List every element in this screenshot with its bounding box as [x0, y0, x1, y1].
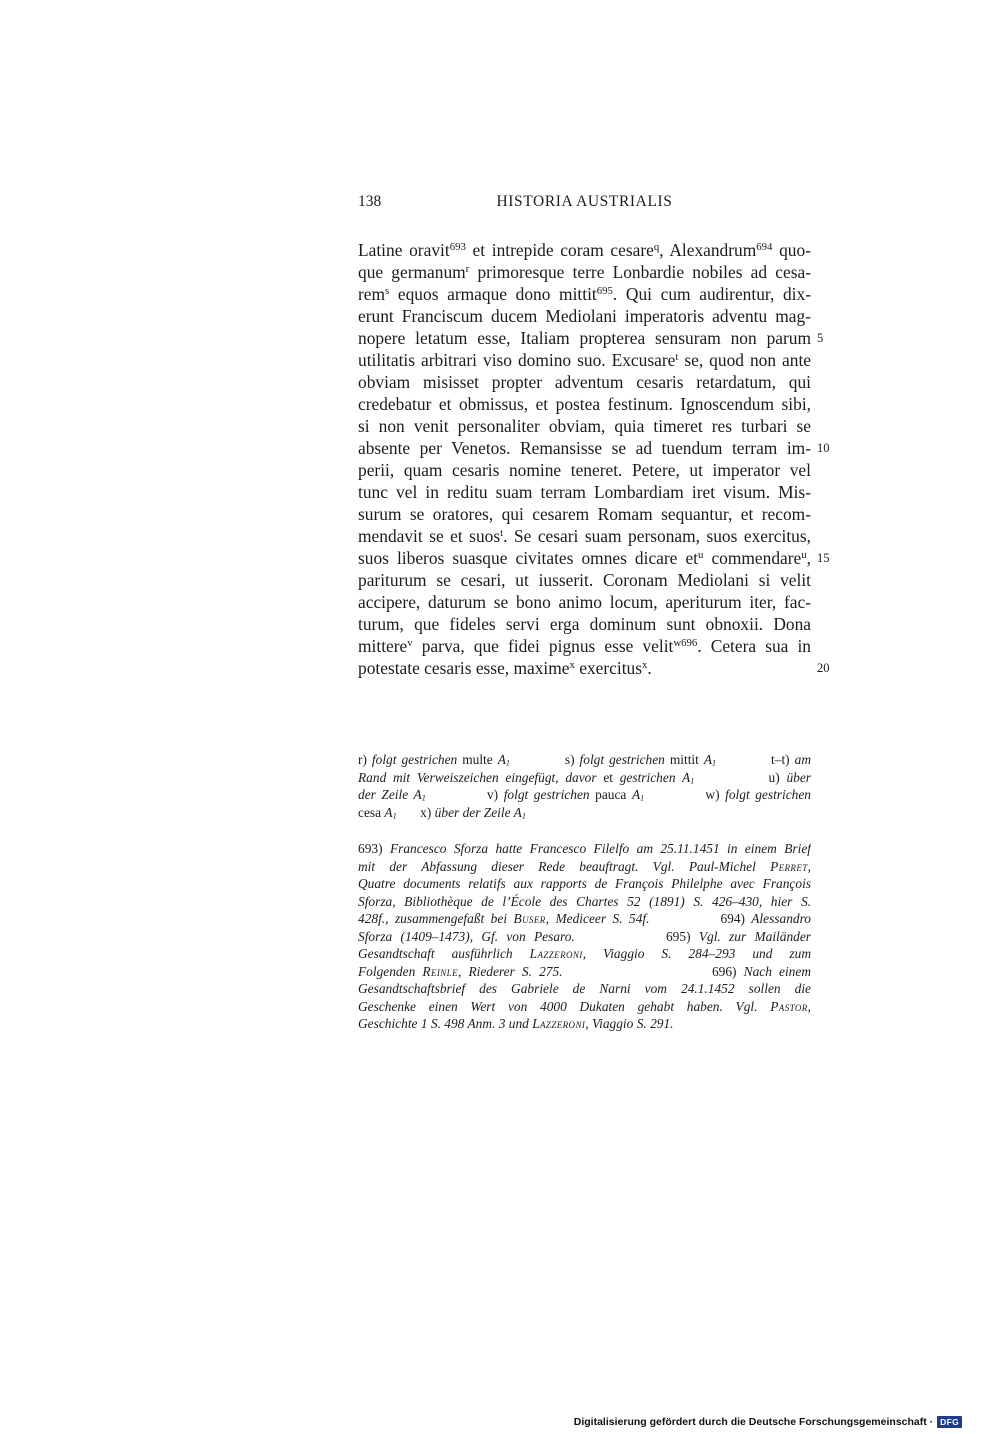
commentary-notes [358, 840, 811, 1033]
text-line: Latine oravit$^{693}$ et intrepide coram cesare$^q$, Alexandrum$^{694}$ quo- [358, 240, 811, 260]
text-line: suos liberos suasque civitates omnes dicare $et^u$ commendare$^u$, [358, 548, 811, 568]
text-line: absente per Venetos. Remansisse se ad tuendum terram im- [358, 438, 811, 458]
running-title: HISTORIA AUSTRIALIS [496, 193, 673, 210]
text-line: surum se oratores, qui cesarem Romam sequantur, et recom- [358, 504, 811, 524]
text-line: rem$^s$ equos armaque dono mittit$^{695}$. Qui cum audirentur, dix- [358, 284, 811, 304]
commentary-line: Geschichte 1 S. 498 Anm. 3 und Lazzeroni, Viaggio S. 291. [358, 1016, 674, 1031]
line-number: 5 [817, 331, 824, 345]
running-header [358, 193, 811, 215]
apparatus-line: der Zeile $A_1$ v) folgt gestrichen pauca $A_1$ w) folgt gestrichen [358, 787, 811, 803]
line-number: 20 [817, 661, 830, 675]
line-number: 15 [817, 551, 830, 565]
text-line: que germanum$^r$ primoresque terre Lonbardie nobiles ad cesa- [358, 262, 811, 282]
commentary-line: 693) Francesco Sforza hatte Francesco Filelfo am 25.11.1451 in einem Brief [358, 841, 811, 856]
line-number: 10 [817, 441, 830, 455]
critical-apparatus [358, 751, 811, 821]
text-line: erunt Franciscum ducem Mediolani imperatoris adventu mag- [358, 306, 811, 326]
text-line: tunc vel in reditu suam terram Lombardiam iret visum. Mis- [358, 482, 811, 502]
commentary-line: Sforza, Bibliothèque de l’École des Chartes 52 (1891) S. 426–430, hier S. [358, 893, 811, 909]
apparatus-line: r) folgt gestrichen multe $A_1$ s) folgt gestrichen mittit $A_1$ t–t) am [358, 752, 811, 768]
commentary-line: mit der Abfassung dieser Rede beauftragt. Vgl. Paul-Michel Perret, [358, 858, 811, 874]
commentary-line: 428f., zusammengefaßt bei Buser, Mediceer S. 54f. 694) Alessandro [358, 911, 811, 926]
dfg-logo: DFG [937, 1416, 962, 1428]
commentary-line: Geschenke einen Wert von 4000 Dukaten gehabt haben. Vgl. Pastor, [358, 998, 811, 1014]
apparatus-line: Rand mit Verweiszeichen eingefügt, davor et gestrichen $A_1$ u) über [358, 769, 811, 786]
commentary-line: Sforza (1409–1473), Gf. von Pesaro. 695) Vgl. zur Mailänder [358, 928, 811, 944]
text-line: potestate cesaris esse, maxime$^x$ exercitus$^x$. [358, 658, 652, 678]
apparatus-line: cesa $A_1$ x) über der Zeile $A_1$ [358, 804, 526, 821]
commentary-line: Gesandtschaftsbrief des Gabriele de Narni vom 24.1.1452 sollen die [358, 981, 811, 996]
commentary-line: Gesandtschaft ausführlich Lazzeroni, Viaggio S. 284–293 und zum [358, 946, 811, 961]
text-line: perii, quam cesaris nomine teneret. Petere, ut imperator vel [358, 460, 811, 480]
text-line: obviam misisset propter adventum cesaris retardatum, qui [358, 372, 811, 392]
text-line: credebatur et obmissus, et postea festinum. Ignoscendum sibi, [358, 394, 811, 414]
text-line: accipere, daturum se bono animo locum, aperiturum iter, fac- [358, 592, 811, 612]
footer-text: Digitalisierung gefördert durch die Deutsche Forschungsgemeinschaft · [573, 1415, 934, 1428]
text-line: mendavit se et suos$^t$. Se cesari suam personam, suos exercitus, [358, 526, 811, 546]
dfg-footer [574, 1414, 962, 1429]
text-line: nopere letatum esse, Italiam propterea sensuram non parum [358, 328, 811, 348]
commentary-line: Quatre documents relatifs aux rapports de François Philelphe avec François [358, 876, 811, 891]
text-line: turum, que fideles servi erga dominum sunt obnoxii. Dona [358, 614, 811, 634]
page-number: 138 [358, 193, 382, 210]
text-line: pariturum se cesari, ut iusserit. Coronam Mediolani si velit [358, 570, 811, 590]
text-line: utilitatis arbitrari viso domino suo. Excusare$^t$ se, quod non ante [358, 350, 811, 370]
text-line: si non venit personaliter obviam, quia timeret res turbari se [358, 416, 811, 436]
main-text [358, 239, 811, 679]
text-line: mittere$^v$ parva, que fidei pignus esse velit$^{w696}$. Cetera sua in [358, 636, 811, 656]
commentary-line: Folgenden Reinle, Riederer S. 275. 696) Nach einem [358, 963, 811, 979]
